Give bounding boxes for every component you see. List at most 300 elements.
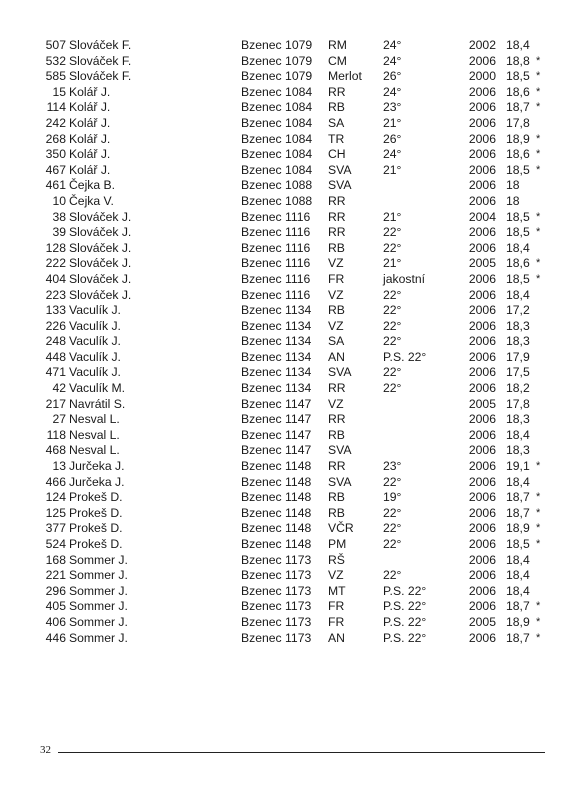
score: 17,2 xyxy=(506,303,530,318)
grower-name: Jurčeka J. xyxy=(69,474,125,489)
table-row xyxy=(0,381,572,397)
vineyard-location: Bzenec 1173 xyxy=(241,630,312,645)
score: 18 xyxy=(506,178,520,193)
vintage-year: 2006 xyxy=(468,412,496,427)
entry-number: 524 xyxy=(45,537,66,551)
sugar-grade: 22° xyxy=(383,381,402,396)
variety-code: VZ xyxy=(328,256,344,271)
table-row xyxy=(0,397,572,413)
score: 18,3 xyxy=(506,412,530,427)
grower-name: Sommer J. xyxy=(69,552,128,567)
grower-name: Slováček J. xyxy=(69,240,132,255)
sugar-grade: P.S. 22° xyxy=(383,349,427,364)
grower-name: Čejka V. xyxy=(69,193,114,208)
vintage-year: 2006 xyxy=(468,100,496,115)
grower-name: Slováček J. xyxy=(69,209,132,224)
entry-number: 42 xyxy=(52,381,66,396)
score: 18,3 xyxy=(506,334,530,349)
vintage-year: 2005 xyxy=(468,614,496,629)
quality-mark: * xyxy=(536,163,541,176)
sugar-grade: 24° xyxy=(383,84,402,99)
sugar-grade: 24° xyxy=(383,38,402,52)
grower-name: Sommer J. xyxy=(69,583,128,598)
table-row xyxy=(0,521,572,537)
sugar-grade: 21° xyxy=(383,115,402,130)
sugar-grade: 24° xyxy=(383,53,402,68)
vintage-year: 2006 xyxy=(468,599,496,614)
vineyard-location: Bzenec 1084 xyxy=(241,84,313,99)
grower-name: Slováček J. xyxy=(69,287,132,302)
score: 18,5 xyxy=(506,69,530,84)
entry-number: 268 xyxy=(45,131,66,146)
quality-mark: * xyxy=(536,226,541,239)
entry-number: 377 xyxy=(45,521,66,536)
vintage-year: 2006 xyxy=(468,193,496,208)
table-row xyxy=(0,256,572,272)
variety-code: CH xyxy=(328,147,346,162)
score: 17,5 xyxy=(506,365,530,380)
variety-code: VČR xyxy=(328,521,354,536)
entry-number: 27 xyxy=(52,412,66,427)
grower-name: Prokeš D. xyxy=(69,505,123,520)
table-row xyxy=(0,428,572,444)
table-row xyxy=(0,631,572,647)
score: 18,4 xyxy=(506,583,530,598)
entry-number: 242 xyxy=(45,115,66,130)
vintage-year: 2006 xyxy=(468,630,496,645)
entry-number: 125 xyxy=(45,505,66,520)
sugar-grade: jakostní xyxy=(383,271,426,286)
table-row xyxy=(0,178,572,194)
grower-name: Slováček J. xyxy=(69,256,132,271)
entry-number: 248 xyxy=(45,334,66,349)
quality-mark: * xyxy=(536,522,541,535)
vineyard-location: Bzenec 1116 xyxy=(241,225,311,240)
vineyard-location: Bzenec 1148 xyxy=(241,459,312,474)
sugar-grade: 22° xyxy=(383,287,402,302)
vintage-year: 2006 xyxy=(468,365,496,380)
variety-code: SVA xyxy=(328,178,352,193)
quality-mark: * xyxy=(536,132,541,145)
entry-number: 226 xyxy=(45,318,66,333)
table-row xyxy=(0,553,572,569)
vintage-year: 2006 xyxy=(468,271,496,286)
vintage-year: 2006 xyxy=(468,84,496,99)
entry-number: 532 xyxy=(45,53,66,68)
variety-code: RR xyxy=(328,84,346,99)
table-row xyxy=(0,54,572,70)
vineyard-location: Bzenec 1173 xyxy=(241,614,312,629)
quality-mark: * xyxy=(536,210,541,223)
table-row xyxy=(0,241,572,257)
score: 18 xyxy=(506,193,520,208)
sugar-grade: 21° xyxy=(383,162,402,177)
vineyard-location: Bzenec 1173 xyxy=(241,599,312,614)
score: 18,4 xyxy=(506,474,530,489)
variety-code: SVA xyxy=(328,162,352,177)
grower-name: Nesval L. xyxy=(69,427,120,442)
table-row xyxy=(0,100,572,116)
score: 18,2 xyxy=(506,381,530,396)
variety-code: Merlot xyxy=(328,69,362,84)
grower-name: Čejka B. xyxy=(69,178,116,193)
entry-number: 350 xyxy=(45,147,66,162)
variety-code: AN xyxy=(328,630,345,645)
vineyard-location: Bzenec 1148 xyxy=(241,505,312,520)
quality-mark: * xyxy=(536,615,541,628)
entry-number: 446 xyxy=(45,630,66,645)
table-row xyxy=(0,210,572,226)
entry-number: 118 xyxy=(46,427,66,442)
vineyard-location: Bzenec 1134 xyxy=(241,365,312,380)
entry-number: 223 xyxy=(45,287,66,302)
vintage-year: 2006 xyxy=(468,583,496,598)
table-row xyxy=(0,38,572,54)
score: 18,4 xyxy=(506,427,530,442)
vineyard-location: Bzenec 1079 xyxy=(241,38,313,52)
table-row xyxy=(0,459,572,475)
variety-code: RR xyxy=(328,381,346,396)
grower-name: Prokeš D. xyxy=(69,537,123,551)
sugar-grade: 22° xyxy=(383,474,402,489)
entry-number: 10 xyxy=(52,193,66,208)
table-row xyxy=(0,490,572,506)
sugar-grade: 24° xyxy=(383,147,402,162)
vineyard-location: Bzenec 1147 xyxy=(241,396,312,411)
grower-name: Kolář J. xyxy=(69,100,111,115)
vineyard-location: Bzenec 1173 xyxy=(241,583,312,598)
vintage-year: 2006 xyxy=(468,459,496,474)
quality-mark: * xyxy=(536,272,541,285)
variety-code: RR xyxy=(328,412,346,427)
page-number: 32 xyxy=(40,744,51,756)
entry-number: 296 xyxy=(45,583,66,598)
wine-results-table xyxy=(0,38,572,646)
sugar-grade: 22° xyxy=(383,240,402,255)
vineyard-location: Bzenec 1148 xyxy=(241,490,312,505)
vintage-year: 2005 xyxy=(468,256,496,271)
score: 18,3 xyxy=(506,318,530,333)
variety-code: RŠ xyxy=(328,552,345,567)
entry-number: 128 xyxy=(45,240,66,255)
quality-mark: * xyxy=(536,460,541,473)
score: 18,3 xyxy=(506,443,530,458)
score: 18,7 xyxy=(506,100,530,115)
variety-code: RM xyxy=(328,38,347,52)
vineyard-location: Bzenec 1134 xyxy=(241,349,312,364)
score: 18,5 xyxy=(506,537,530,551)
grower-name: Slováček F. xyxy=(69,38,132,52)
vineyard-location: Bzenec 1148 xyxy=(241,521,312,536)
score: 18,5 xyxy=(506,162,530,177)
variety-code: SVA xyxy=(328,443,352,458)
score: 18,4 xyxy=(506,552,530,567)
variety-code: PM xyxy=(328,537,347,551)
grower-name: Kolář J. xyxy=(69,84,111,99)
variety-code: FR xyxy=(328,271,345,286)
variety-code: SA xyxy=(328,334,345,349)
variety-code: RB xyxy=(328,100,345,115)
table-row xyxy=(0,194,572,210)
sugar-grade: 22° xyxy=(383,365,402,380)
entry-number: 471 xyxy=(45,365,66,380)
table-row xyxy=(0,163,572,179)
vineyard-location: Bzenec 1147 xyxy=(241,427,312,442)
score: 18,5 xyxy=(506,209,530,224)
score: 18,4 xyxy=(506,38,530,52)
score: 17,8 xyxy=(506,396,530,411)
entry-number: 405 xyxy=(45,599,66,614)
variety-code: VZ xyxy=(328,318,344,333)
quality-mark: * xyxy=(536,538,541,550)
grower-name: Sommer J. xyxy=(69,630,128,645)
grower-name: Vaculík J. xyxy=(69,365,121,380)
sugar-grade: P.S. 22° xyxy=(383,614,427,629)
variety-code: RB xyxy=(328,505,345,520)
grower-name: Slováček F. xyxy=(69,53,132,68)
vintage-year: 2006 xyxy=(468,225,496,240)
entry-number: 15 xyxy=(52,84,66,99)
sugar-grade: 22° xyxy=(383,568,402,583)
quality-mark: * xyxy=(536,600,541,613)
variety-code: RR xyxy=(328,225,346,240)
table-row xyxy=(0,615,572,631)
table-row xyxy=(0,272,572,288)
score: 18,6 xyxy=(506,147,530,162)
entry-number: 39 xyxy=(52,225,66,240)
variety-code: AN xyxy=(328,349,345,364)
vintage-year: 2000 xyxy=(468,69,496,84)
vintage-year: 2006 xyxy=(468,334,496,349)
table-row xyxy=(0,537,572,553)
vineyard-location: Bzenec 1116 xyxy=(241,209,311,224)
vineyard-location: Bzenec 1088 xyxy=(241,193,313,208)
table-row xyxy=(0,568,572,584)
sugar-grade: 22° xyxy=(383,537,402,551)
vineyard-location: Bzenec 1173 xyxy=(241,568,312,583)
table-row xyxy=(0,443,572,459)
quality-mark: * xyxy=(536,101,541,114)
grower-name: Kolář J. xyxy=(69,147,111,162)
score: 18,5 xyxy=(506,225,530,240)
variety-code: RB xyxy=(328,240,345,255)
vintage-year: 2006 xyxy=(468,381,496,396)
quality-mark: * xyxy=(536,148,541,161)
sugar-grade: 22° xyxy=(383,521,402,536)
entry-number: 404 xyxy=(45,271,66,286)
quality-mark: * xyxy=(536,257,541,270)
variety-code: RB xyxy=(328,427,345,442)
score: 17,9 xyxy=(506,349,530,364)
vintage-year: 2006 xyxy=(468,490,496,505)
grower-name: Vaculík J. xyxy=(69,318,121,333)
score: 18,6 xyxy=(506,256,530,271)
vintage-year: 2006 xyxy=(468,318,496,333)
table-row xyxy=(0,116,572,132)
entry-number: 114 xyxy=(46,100,66,115)
entry-number: 13 xyxy=(52,459,66,474)
sugar-grade: 22° xyxy=(383,303,402,318)
variety-code: MT xyxy=(328,583,346,598)
sugar-grade: 22° xyxy=(383,334,402,349)
entry-number: 133 xyxy=(45,303,66,318)
vineyard-location: Bzenec 1079 xyxy=(241,53,313,68)
entry-number: 468 xyxy=(45,443,66,458)
grower-name: Vaculík J. xyxy=(69,303,121,318)
vintage-year: 2006 xyxy=(468,162,496,177)
sugar-grade: P.S. 22° xyxy=(383,599,427,614)
quality-mark: * xyxy=(536,631,541,644)
score: 18,7 xyxy=(506,630,530,645)
grower-name: Vaculík M. xyxy=(69,381,125,396)
vintage-year: 2006 xyxy=(468,427,496,442)
entry-number: 466 xyxy=(45,474,66,489)
grower-name: Vaculík J. xyxy=(69,349,121,364)
table-row xyxy=(0,584,572,600)
vintage-year: 2006 xyxy=(468,178,496,193)
vintage-year: 2005 xyxy=(468,396,496,411)
grower-name: Sommer J. xyxy=(69,614,128,629)
vintage-year: 2006 xyxy=(468,521,496,536)
table-row xyxy=(0,365,572,381)
entry-number: 38 xyxy=(52,209,66,224)
entry-number: 221 xyxy=(45,568,66,583)
score: 18,4 xyxy=(506,240,530,255)
vintage-year: 2006 xyxy=(468,287,496,302)
entry-number: 467 xyxy=(45,162,66,177)
entry-number: 461 xyxy=(45,178,66,193)
quality-mark: * xyxy=(536,506,541,519)
vintage-year: 2006 xyxy=(468,552,496,567)
vineyard-location: Bzenec 1116 xyxy=(241,287,311,302)
vintage-year: 2006 xyxy=(468,349,496,364)
vineyard-location: Bzenec 1084 xyxy=(241,131,313,146)
score: 18,9 xyxy=(506,614,530,629)
entry-number: 585 xyxy=(45,69,66,84)
entry-number: 448 xyxy=(45,349,66,364)
vineyard-location: Bzenec 1084 xyxy=(241,162,313,177)
vintage-year: 2006 xyxy=(468,443,496,458)
vintage-year: 2006 xyxy=(468,115,496,130)
score: 18,7 xyxy=(506,505,530,520)
entry-number: 406 xyxy=(45,614,66,629)
vintage-year: 2006 xyxy=(468,474,496,489)
grower-name: Slováček J. xyxy=(69,225,132,240)
vineyard-location: Bzenec 1116 xyxy=(241,240,311,255)
quality-mark: * xyxy=(536,491,541,504)
variety-code: SVA xyxy=(328,474,352,489)
vintage-year: 2002 xyxy=(468,38,496,52)
vintage-year: 2006 xyxy=(468,53,496,68)
score: 18,4 xyxy=(506,568,530,583)
sugar-grade: 19° xyxy=(383,490,402,505)
score: 18,9 xyxy=(506,521,530,536)
grower-name: Slováček F. xyxy=(69,69,132,84)
grower-name: Nesval L. xyxy=(69,443,120,458)
vineyard-location: Bzenec 1084 xyxy=(241,115,313,130)
sugar-grade: P.S. 22° xyxy=(383,583,427,598)
vineyard-location: Bzenec 1147 xyxy=(241,443,312,458)
variety-code: VZ xyxy=(328,396,344,411)
vineyard-location: Bzenec 1084 xyxy=(241,100,313,115)
grower-name: Sommer J. xyxy=(69,599,128,614)
grower-name: Sommer J. xyxy=(69,568,128,583)
score: 18,7 xyxy=(506,599,530,614)
table-row xyxy=(0,288,572,304)
vintage-year: 2006 xyxy=(468,147,496,162)
vintage-year: 2006 xyxy=(468,505,496,520)
grower-name: Nesval L. xyxy=(69,412,120,427)
sugar-grade: 23° xyxy=(383,459,402,474)
table-row xyxy=(0,147,572,163)
vineyard-location: Bzenec 1134 xyxy=(241,381,312,396)
variety-code: RB xyxy=(328,490,345,505)
grower-name: Kolář J. xyxy=(69,162,111,177)
vintage-year: 2004 xyxy=(468,209,496,224)
table-row xyxy=(0,303,572,319)
variety-code: FR xyxy=(328,599,345,614)
entry-number: 217 xyxy=(45,396,66,411)
quality-mark: * xyxy=(536,85,541,98)
table-row xyxy=(0,506,572,522)
score: 18,4 xyxy=(506,287,530,302)
quality-mark: * xyxy=(536,70,541,83)
vineyard-location: Bzenec 1134 xyxy=(241,303,312,318)
vineyard-location: Bzenec 1134 xyxy=(241,318,312,333)
vintage-year: 2006 xyxy=(468,131,496,146)
variety-code: RR xyxy=(328,209,346,224)
sugar-grade: 21° xyxy=(383,256,402,271)
score: 18,9 xyxy=(506,131,530,146)
table-row xyxy=(0,350,572,366)
vineyard-location: Bzenec 1134 xyxy=(241,334,312,349)
sugar-grade: 26° xyxy=(383,69,402,84)
entry-number: 124 xyxy=(45,490,66,505)
table-row xyxy=(0,475,572,491)
variety-code: SA xyxy=(328,115,345,130)
table-row xyxy=(0,132,572,148)
variety-code: CM xyxy=(328,53,347,68)
score: 17,8 xyxy=(506,115,530,130)
vintage-year: 2006 xyxy=(468,240,496,255)
vineyard-location: Bzenec 1116 xyxy=(241,256,311,271)
variety-code: TR xyxy=(328,131,345,146)
score: 19,1 xyxy=(506,459,530,474)
vintage-year: 2006 xyxy=(468,303,496,318)
sugar-grade: P.S. 22° xyxy=(383,630,427,645)
grower-name: Jurčeka J. xyxy=(69,459,125,474)
variety-code: VZ xyxy=(328,287,344,302)
score: 18,5 xyxy=(506,271,530,286)
sugar-grade: 22° xyxy=(383,318,402,333)
variety-code: RR xyxy=(328,459,346,474)
variety-code: RR xyxy=(328,193,346,208)
entry-number: 222 xyxy=(45,256,66,271)
table-row xyxy=(0,412,572,428)
sugar-grade: 21° xyxy=(383,209,402,224)
table-row xyxy=(0,225,572,241)
footer-rule xyxy=(58,752,545,753)
table-row xyxy=(0,85,572,101)
vineyard-location: Bzenec 1084 xyxy=(241,147,313,162)
variety-code: VZ xyxy=(328,568,344,583)
grower-name: Prokeš D. xyxy=(69,490,123,505)
sugar-grade: 22° xyxy=(383,225,402,240)
vineyard-location: Bzenec 1147 xyxy=(241,412,312,427)
score: 18,8 xyxy=(506,53,530,68)
vineyard-location: Bzenec 1116 xyxy=(241,271,311,286)
sugar-grade: 23° xyxy=(383,100,402,115)
